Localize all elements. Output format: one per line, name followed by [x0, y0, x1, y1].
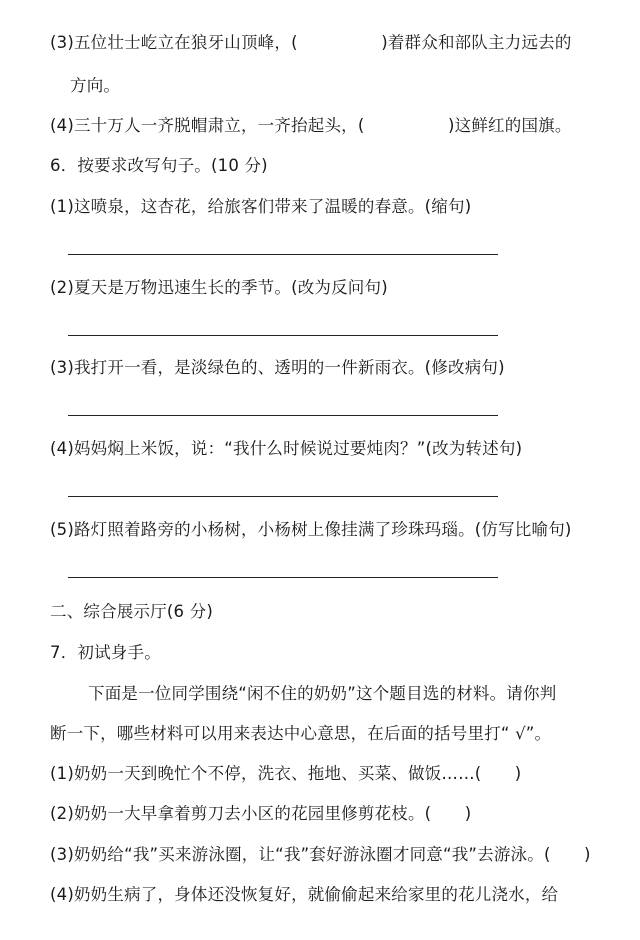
q6-3-answer-line[interactable] — [68, 415, 498, 416]
q6-title: 6．按要求改写句子。(10 分) — [50, 156, 268, 175]
q6-2-answer-line[interactable] — [68, 335, 498, 336]
q7-3: (3)奶奶给“我”买来游泳圈，让“我”套好游泳圈才同意“我”去游泳。( ) — [50, 845, 591, 864]
q7-intro-line-2: 断一下，哪些材料可以用来表达中心意思，在后面的括号里打“ √”。 — [50, 724, 552, 743]
q6-5-answer-line[interactable] — [68, 577, 498, 578]
q7-4: (4)奶奶生病了，身体还没恢复好，就偷偷起来给家里的花儿浇水，给 — [50, 885, 559, 904]
q6-2: (2)夏天是万物迅速生长的季节。(改为反问句) — [50, 278, 388, 297]
q6-1-answer-line[interactable] — [68, 254, 498, 255]
q7-2: (2)奶奶一大早拿着剪刀去小区的花园里修剪花枝。( ) — [50, 804, 472, 823]
q5-4: (4)三十万人一齐脱帽肃立，一齐抬起头，( )这鲜红的国旗。 — [50, 116, 572, 135]
q6-4: (4)妈妈焖上米饭，说：“我什么时候说过要炖肉？”(改为转述句) — [50, 439, 523, 458]
q5-3-line-2: 方向。 — [70, 76, 121, 95]
q6-3: (3)我打开一看，是淡绿色的、透明的一件新雨衣。(修改病句) — [50, 358, 505, 377]
q6-4-answer-line[interactable] — [68, 496, 498, 497]
q6-1: (1)这喷泉，这杏花，给旅客们带来了温暖的春意。(缩句) — [50, 197, 472, 216]
q5-3-line-1: (3)五位壮士屹立在狼牙山顶峰，( )着群众和部队主力远去的 — [50, 33, 572, 52]
q7-intro-line-1: 下面是一位同学围绕“闲不住的奶奶”这个题目选的材料。请你判 — [88, 684, 557, 703]
section-2-title: 二、综合展示厅(6 分) — [50, 602, 214, 621]
q7-1: (1)奶奶一天到晚忙个不停，洗衣、拖地、买菜、做饭……( ) — [50, 764, 522, 783]
q6-5: (5)路灯照着路旁的小杨树，小杨树上像挂满了珍珠玛瑙。(仿写比喻句) — [50, 520, 572, 539]
q7-title: 7．初试身手。 — [50, 643, 161, 662]
